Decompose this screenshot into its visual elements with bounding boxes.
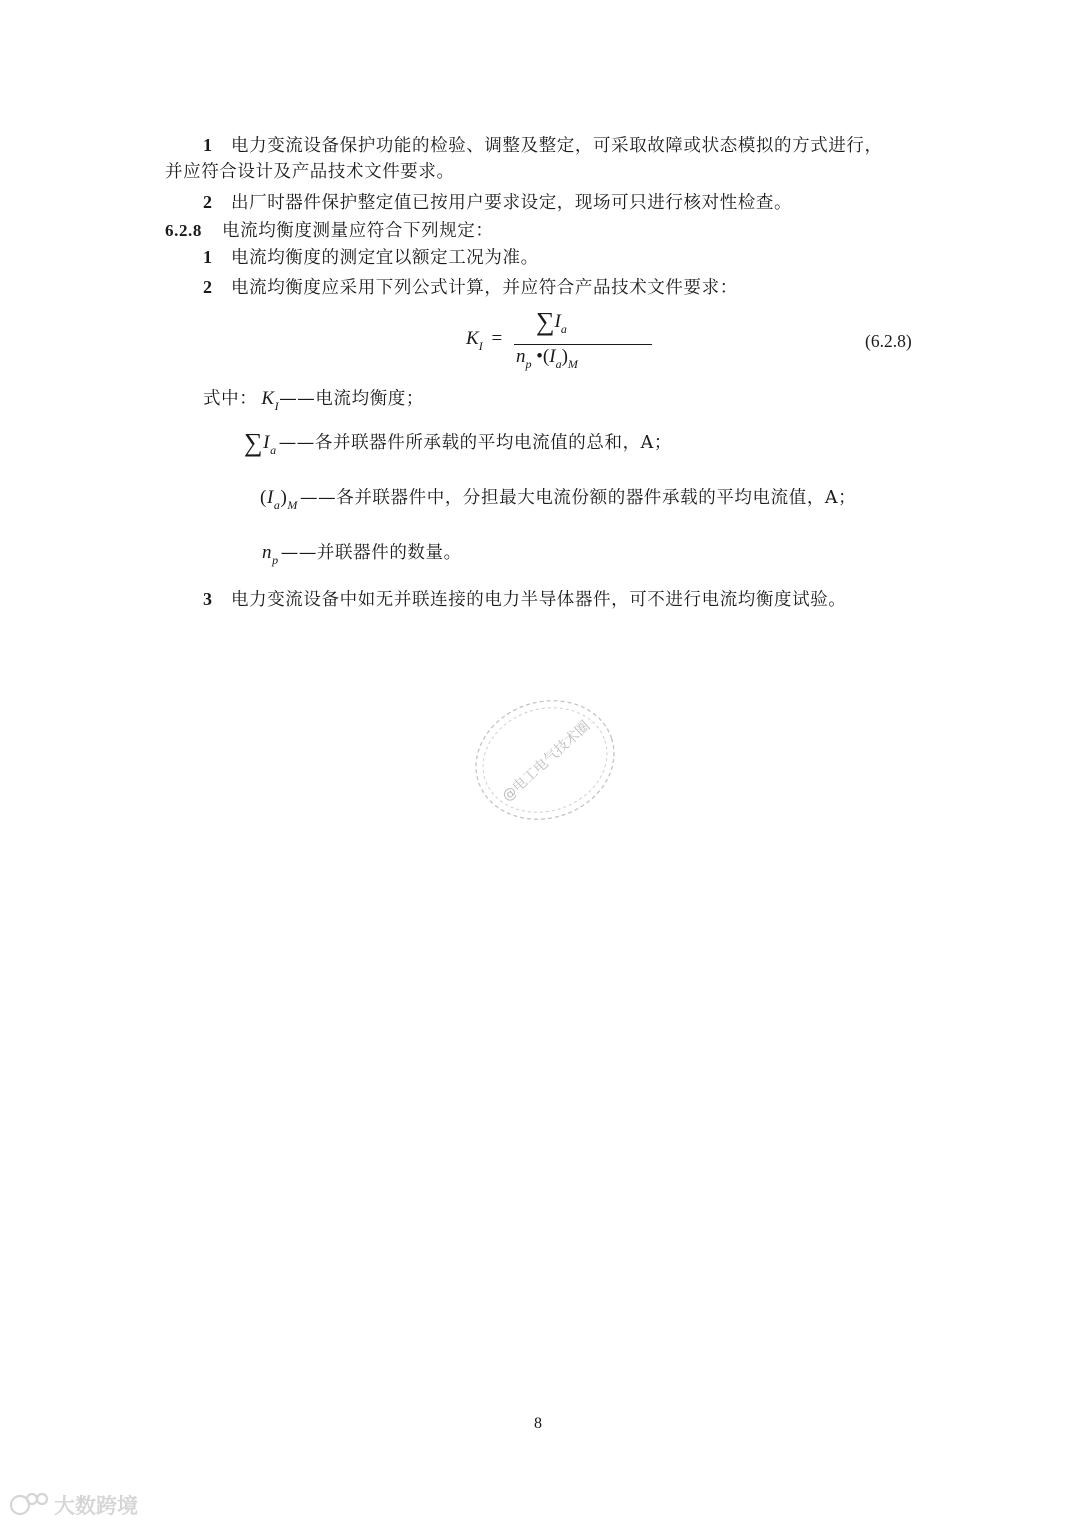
formula-num-sub: a: [560, 322, 567, 336]
def-k-symbol: K: [261, 388, 275, 409]
def-k-text: ——电流均衡度；: [279, 389, 425, 409]
def-max-sub: a: [273, 498, 281, 512]
sigma-icon: ∑: [536, 307, 555, 336]
section-text: 电流均衡度测量应符合下列规定：: [222, 221, 494, 241]
item-2: [203, 190, 792, 215]
def-max-open: (: [260, 487, 267, 508]
section-item-1-text: 电流均衡度的测定宜以额定工况为准。: [231, 248, 539, 268]
formula-den-outer-sub: M: [567, 357, 578, 371]
section-item-1-number: 1: [203, 247, 213, 267]
brand-logo-icon: [11, 1494, 47, 1514]
definition-np: [262, 541, 462, 566]
formula-den-i-sub: a: [555, 357, 562, 371]
bullet-dot-icon: •: [536, 346, 543, 367]
def-np-sub: p: [272, 553, 279, 567]
item-3: [203, 587, 846, 612]
brand-watermark-text: 大数跨境: [54, 1494, 138, 1518]
page-number: 8: [534, 1415, 542, 1432]
formula-k-sub: I: [478, 339, 483, 353]
definition-k: [203, 387, 424, 412]
formula-equals: =: [491, 328, 503, 349]
stamp-watermark: [470, 696, 620, 824]
definition-max: [260, 486, 856, 511]
definition-sum: [244, 428, 672, 456]
formula-den-i: I: [549, 346, 556, 367]
def-k-sub: I: [274, 399, 280, 413]
item-1-text: 电力变流设备保护功能的检验、调整及整定，可采取故障或状态模拟的方式进行，: [231, 136, 883, 156]
formula-k-symbol: K: [466, 328, 479, 349]
item-3-number: 3: [203, 589, 213, 609]
formula-den-close: ): [561, 346, 568, 367]
item-1-continuation-text: 并应符合设计及产品技术文件要求。: [165, 162, 455, 182]
def-sum-symbol: I: [263, 432, 271, 453]
formula-lhs: [466, 328, 503, 353]
item-1-continuation: [165, 160, 455, 184]
item-1-number: 1: [203, 135, 213, 155]
item-2-text: 出厂时器件保护整定值已按用户要求设定，现场可只进行核对性检查。: [231, 193, 793, 213]
brand-watermark: [8, 1488, 148, 1522]
def-sum-text: ——各并联器件所承载的平均电流值的总和，A；: [278, 433, 673, 453]
section-item-1: [203, 245, 539, 270]
fraction-bar: [514, 344, 652, 345]
item-3-text: 电力变流设备中如无并联连接的电力半导体器件，可不进行电流均衡度试验。: [231, 590, 847, 610]
formula-den-n-sub: p: [525, 357, 532, 371]
item-2-number: 2: [203, 192, 213, 212]
def-max-outer-sub: M: [287, 498, 299, 512]
section-number: 6.2.8: [165, 221, 202, 240]
formula-denominator: [516, 346, 578, 371]
equation-number: (6.2.8): [865, 331, 912, 351]
definitions-intro: 式中：: [203, 389, 258, 409]
def-max-symbol: I: [266, 487, 274, 508]
sigma-icon: ∑: [244, 428, 264, 457]
def-max-close: ): [280, 487, 288, 508]
formula-den-open: (: [542, 346, 550, 367]
def-max-text: ——各并联器件中，分担最大电流份额的器件承载的平均电流值，A；: [300, 488, 857, 508]
section-heading: [165, 219, 494, 243]
section-item-2-text: 电流均衡度应采用下列公式计算，并应符合产品技术文件要求：: [231, 278, 738, 298]
def-np-text: ——并联器件的数量。: [280, 543, 462, 563]
def-sum-sub: a: [270, 443, 277, 457]
section-item-2: [203, 275, 738, 300]
formula-den-n: n: [516, 346, 526, 367]
formula-numerator: [536, 304, 567, 334]
def-np-symbol: n: [262, 542, 273, 563]
item-1: [203, 133, 883, 158]
stamp-text: @电工电气技术圈: [499, 718, 594, 805]
section-item-2-number: 2: [203, 277, 213, 297]
formula-num-symbol: I: [554, 311, 561, 332]
